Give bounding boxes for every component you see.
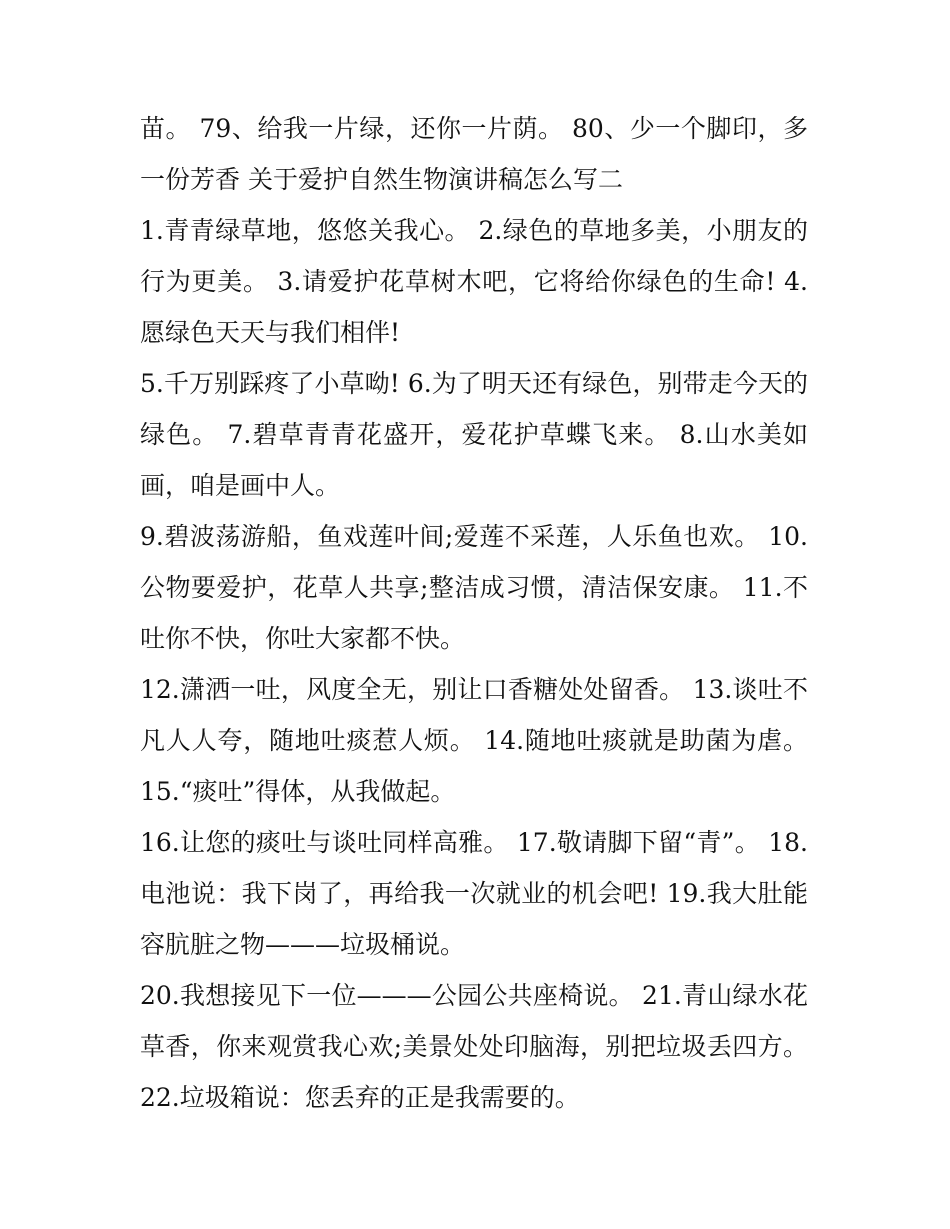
paragraph-5: 12.潇洒一吐，风度全无，别让口香糖处处留香。 13.谈吐不凡人人夸，随地吐痰惹人烦。 14.随地吐痰就是助菌为虐。 15.“痰吐”得体，从我做起。 — [140, 675, 808, 806]
paragraph-6: 16.让您的痰吐与谈吐同样高雅。 17.敬请脚下留“青”。 18.电池说：我下岗了，再给我一次就业的机会吧! 19.我大肚能容肮脏之物———垃圾桶说。 — [140, 828, 808, 959]
paragraph-7: 20.我想接见下一位———公园公共座椅说。 21.青山绿水花草香，你来观赏我心欢;美景处处印脑海，别把垃圾丢四方。 22.垃圾箱说：您丢弃的正是我需要的。 — [140, 981, 808, 1112]
paragraph-4: 9.碧波荡游船，鱼戏莲叶间;爱莲不采莲，人乐鱼也欢。 10.公物要爱护，花草人共享;整洁成习惯，清洁保安康。 11.不吐你不快，你吐大家都不快。 — [140, 522, 808, 653]
paragraph-3: 5.千万别踩疼了小草呦! 6.为了明天还有绿色，别带走今天的绿色。 7.碧草青青花盛开，爱花护草蝶飞来。 8.山水美如画，咱是画中人。 — [140, 369, 808, 500]
paragraph-2: 1.青青绿草地，悠悠关我心。 2.绿色的草地多美，小朋友的行为更美。 3.请爱护花草树木吧，它将给你绿色的生命! 4.愿绿色天天与我们相伴! — [140, 216, 808, 347]
document-body — [140, 103, 808, 1123]
paragraph-1: 苗。 79、给我一片绿，还你一片荫。 80、少一个脚印，多一份芳香 关于爱护自然生物演讲稿怎么写二 — [140, 114, 808, 194]
